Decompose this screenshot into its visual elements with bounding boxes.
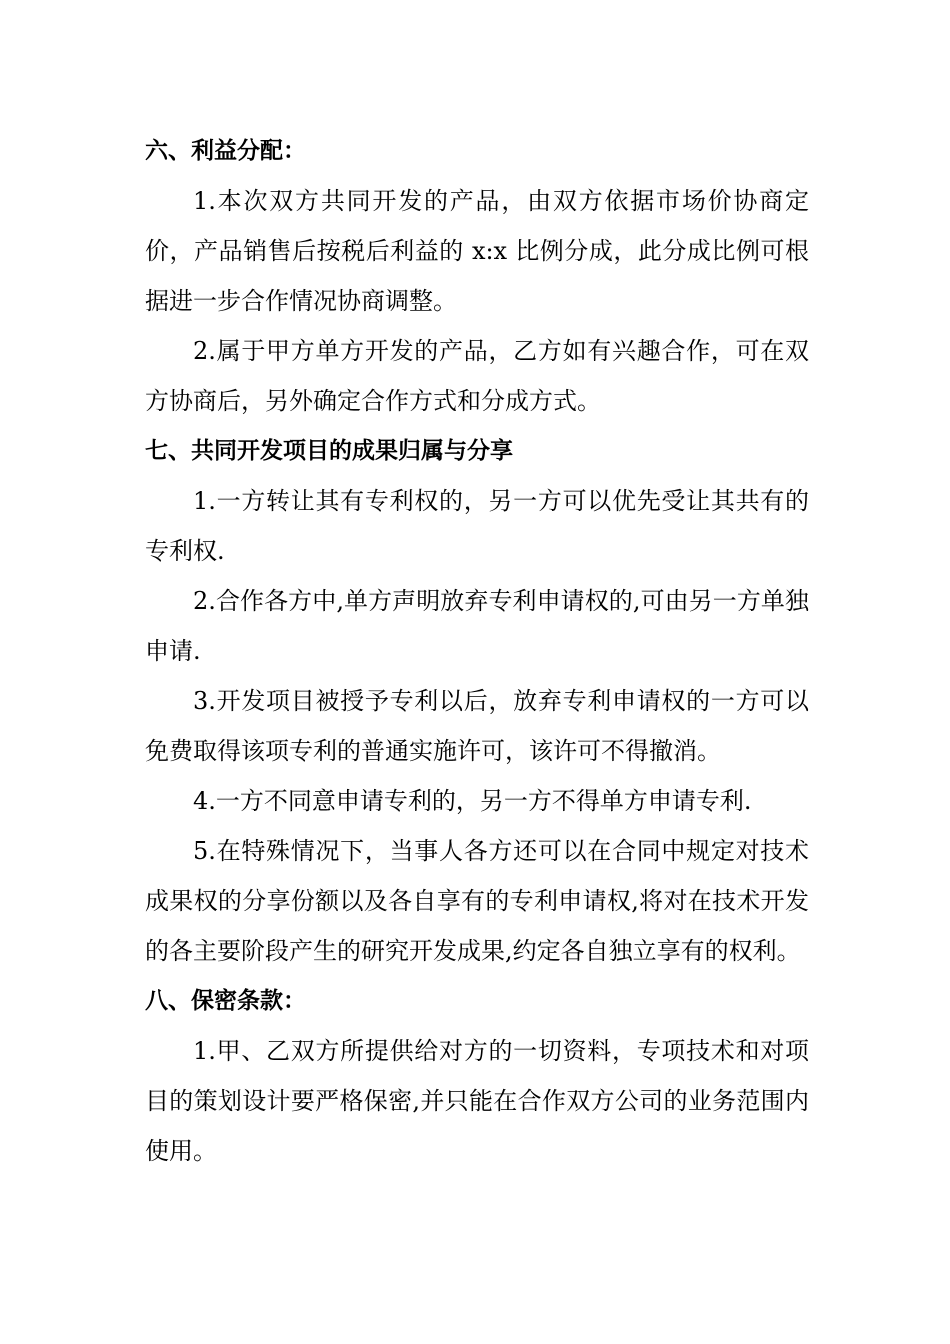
section-heading: 七、共同开发项目的成果归属与分享 — [145, 438, 513, 464]
paragraph: 1.一方转让其有专利权的，另一方可以优先受让其共有的专利权. — [145, 487, 809, 565]
section-profit-distribution — [145, 126, 809, 426]
paragraph: 2.合作各方中,单方声明放弃专利申请权的,可由另一方单独申请. — [145, 587, 809, 665]
paragraph: 5.在特殊情况下，当事人各方还可以在合同中规定对技术成果权的分享份额以及各自享有的专利申请权,将对在技术开发的各主要阶段产生的研究开发成果,约定各自独立享有的权利。 — [145, 837, 809, 965]
document-page — [145, 126, 809, 1176]
section-heading: 六、利益分配： — [145, 138, 306, 164]
section-confidentiality — [145, 976, 809, 1176]
section-heading: 八、保密条款： — [145, 988, 306, 1014]
paragraph: 4.一方不同意申请专利的，另一方不得单方申请专利. — [193, 787, 752, 815]
paragraph: 3.开发项目被授予专利以后，放弃专利申请权的一方可以免费取得该项专利的普通实施许可，该许可不得撤消。 — [145, 687, 809, 765]
paragraph: 2.属于甲方单方开发的产品，乙方如有兴趣合作，可在双方协商后，另外确定合作方式和分成方式。 — [145, 337, 809, 415]
paragraph: 1.本次双方共同开发的产品，由双方依据市场价协商定价，产品销售后按税后利益的 x:x 比例分成，此分成比例可根据进一步合作情况协商调整。 — [145, 187, 809, 315]
paragraph: 1.甲、乙双方所提供给对方的一切资料，专项技术和对项目的策划设计要严格保密,并只能在合作双方公司的业务范围内使用。 — [145, 1037, 809, 1165]
section-results-ownership — [145, 426, 809, 976]
